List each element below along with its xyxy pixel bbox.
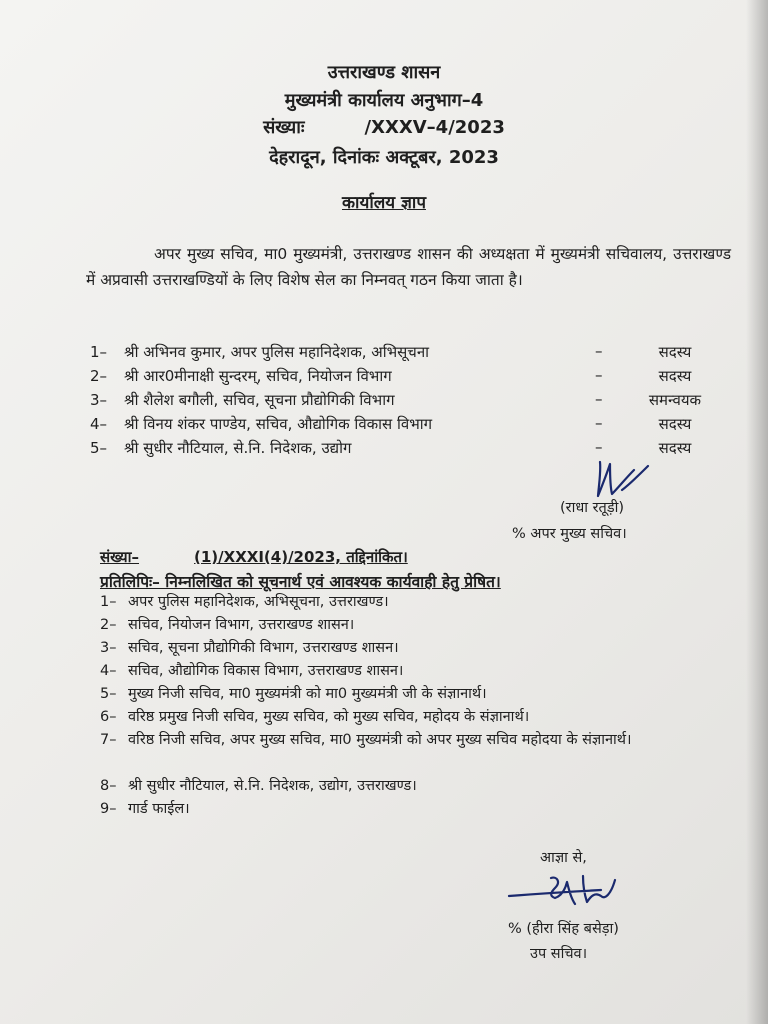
reference-label: संख्याः [263,117,305,138]
reference-value: /XXXV–4/2023 [364,117,505,138]
copy-item: 3– सचिव, सूचना प्रौद्योगिकी विभाग, उत्तराखण्ड शासन। [100,640,399,656]
member-dash: – [595,414,603,432]
member-dash: – [595,390,603,408]
copy-item: 6– वरिष्ठ प्रमुख निजी सचिव, मुख्य सचिव, को मुख्य सचिव, महोदय के संज्ञानार्थ। [100,709,530,725]
copy-item: 7– वरिष्ठ निजी सचिव, अपर मुख्य सचिव, मा0 मुख्यमंत्री को अपर मुख्य सचिव महोदया के संज्ञानार्थ। [100,732,632,748]
signatory-designation: उप सचिव। [530,946,588,962]
reference-number [0,115,768,139]
copy-heading: प्रतिलिपिः– निम्नलिखित को सूचनार्थ एवं आवश्यक कार्यवाही हेतु प्रेषित। [100,573,501,591]
member-item: 4– श्री विनय शंकर पाण्डेय, सचिव, औद्योगिक विकास विभाग [90,415,433,433]
order-text: आज्ञा से, [540,850,587,866]
department-heading: मुख्यमंत्री कार्यालय अनुभाग–4 [284,90,484,111]
signature-mark [592,456,652,500]
signatory-name: (राधा रतूड़ी) [560,500,624,516]
copy-item: 1– अपर पुलिस महानिदेशक, अभिसूचना, उत्तराखण्ड। [100,594,389,610]
member-role: समन्वयक [648,391,702,409]
signatory-name: % (हीरा सिंह बसेड़ा) [508,921,619,937]
member-role: सदस्य [658,367,692,385]
memo-title: कार्यालय ज्ञाप [342,193,426,213]
place-date: देहरादून, दिनांकः अक्टूबर, 2023 [269,147,499,168]
memo-paragraph: अपर मुख्य सचिव, मा0 मुख्यमंत्री, उत्तराखण्ड शासन की अध्यक्षता में मुख्यमंत्री सचिवालय, उत्तराखण्ड में अप्रवासी उत्तराखण्डियों के लिए विशेष सेल का निम्नवत् गठन किया जाता है। [86,245,731,289]
member-role: सदस्य [658,439,692,457]
copy-reference: संख्या– (1)/XXXI(4)/2023, तद्दिनांकित। [100,548,408,566]
member-dash: – [595,438,603,456]
copy-item: 2– सचिव, नियोजन विभाग, उत्तराखण्ड शासन। [100,617,355,633]
member-dash: – [595,342,603,360]
copy-item: 9– गार्ड फाईल। [100,801,190,817]
signatory-designation: % अपर मुख्य सचिव। [512,526,627,542]
member-item: 1– श्री अभिनव कुमार, अपर पुलिस महानिदेशक, अभिसूचना [90,343,430,361]
member-role: सदस्य [658,343,692,361]
copy-item: 8– श्री सुधीर नौटियाल, से.नि. निदेशक, उद्योग, उत्तराखण्ड। [100,778,417,794]
member-item: 2– श्री आर0मीनाक्षी सुन्दरम्, सचिव, नियोजन विभाग [90,367,392,385]
govt-heading: उत्तराखण्ड शासन [327,62,441,83]
member-item: 3– श्री शैलेश बगौली, सचिव, सूचना प्रौद्योगिकी विभाग [90,391,395,409]
copy-item: 4– सचिव, औद्योगिक विकास विभाग, उत्तराखण्ड शासन। [100,663,404,679]
signature-mark [505,866,635,912]
copy-item: 5– मुख्य निजी सचिव, मा0 मुख्यमंत्री को मा0 मुख्यमंत्री जी के संज्ञानार्थ। [100,686,487,702]
member-item: 5– श्री सुधीर नौटियाल, से.नि. निदेशक, उद्योग [90,439,352,457]
member-dash: – [595,366,603,384]
member-role: सदस्य [658,415,692,433]
